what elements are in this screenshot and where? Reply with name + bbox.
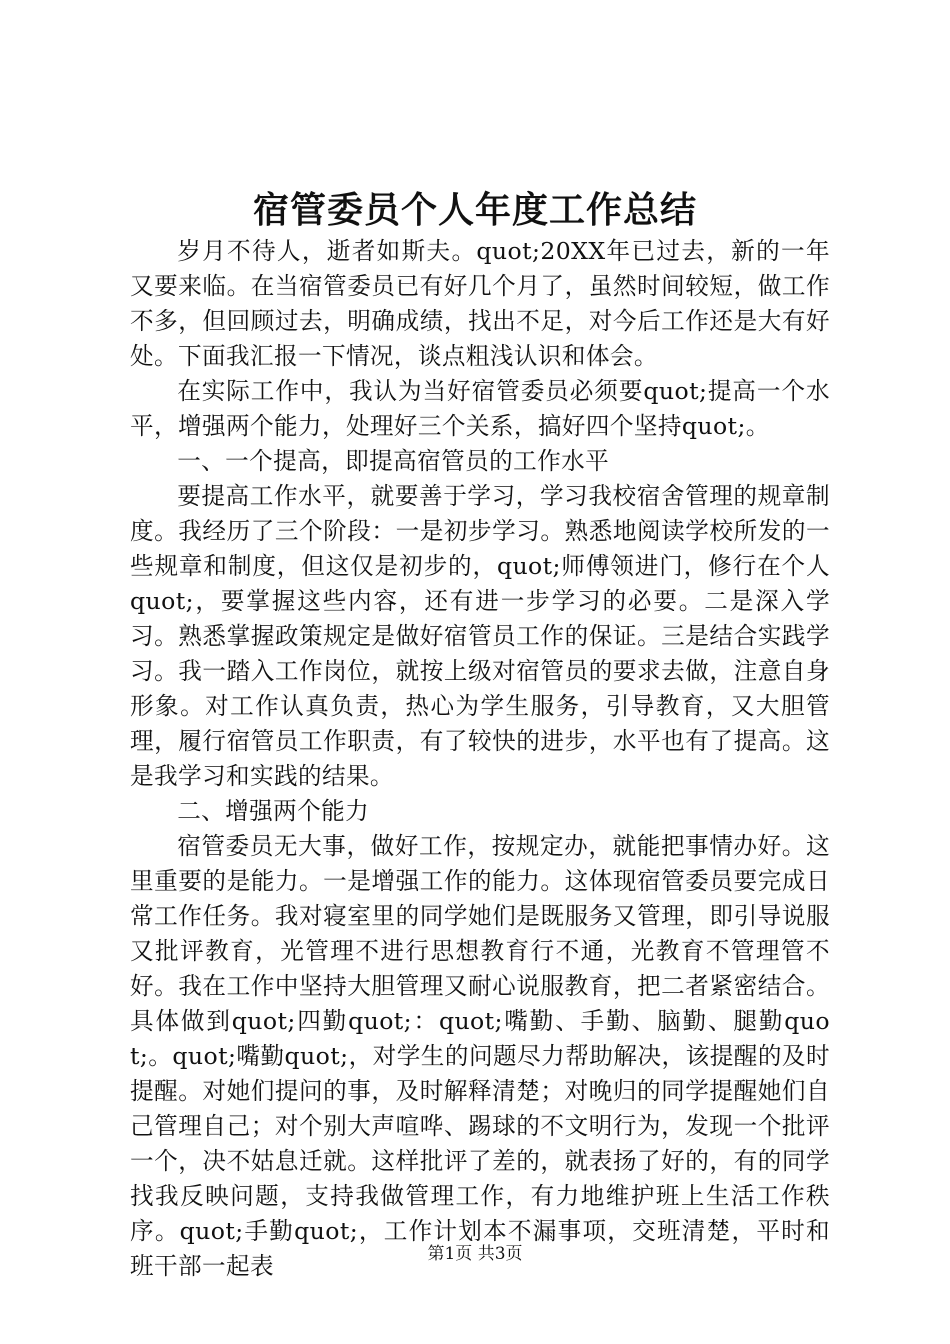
section-heading-2: 二、增强两个能力 <box>177 797 370 825</box>
paragraph-section-2: 宿管委员无大事，做好工作，按规定办，就能把事情办好。这里重要的是能力。一是增强工作的能力。这体现宿管委员要完成日常工作任务。我对寝室里的同学她们是既服务又管理，即引导说服又批评教育，光管理不进行思想教育行不通，光教育不管理管不好。我在工作中坚持大胆管理又耐心说服教育，把二者紧密结合。具体做到quot;四勤quot;：quot;嘴勤、手勤、脑勤、腿勤quot;。quot;嘴勤quot;，对学生的问题尽力帮助解决，该提醒的及时提醒。对她们提问的事，及时解释清楚；对晚归的同学提醒她们自己管理自己；对个别大声喧哗、踢球的不文明行为，发现一个批评一个，决不姑息迁就。这样批评了差的，就表扬了好的，有的同学找我反映问题，支持我做管理工作，有力地维护班上生活工作秩序。quot;手勤quot;，工作计划本不漏事项，交班清楚，平时和班干部一起表 <box>130 832 830 1280</box>
paragraph-overview: 在实际工作中，我认为当好宿管委员必须要quot;提高一个水平，增强两个能力，处理好三个关系，搞好四个坚持quot;。 <box>130 377 830 440</box>
document-body <box>130 234 830 1284</box>
page-footer: 第1页 共3页 <box>427 1244 523 1264</box>
paragraph-intro: 岁月不待人，逝者如斯夫。quot;20XX年已过去，新的一年又要来临。在当宿管委员已有好几个月了，虽然时间较短，做工作不多，但回顾过去，明确成绩，找出不足，对今后工作还是大有好处。下面我汇报一下情况，谈点粗浅认识和体会。 <box>130 237 830 370</box>
document-title: 宿管委员个人年度工作总结 <box>252 189 697 231</box>
section-heading-1: 一、一个提高，即提高宿管员的工作水平 <box>177 447 610 475</box>
paragraph-section-1: 要提高工作水平，就要善于学习，学习我校宿舍管理的规章制度。我经历了三个阶段：一是初步学习。熟悉地阅读学校所发的一些规章和制度，但这仅是初步的，quot;师傅领进门，修行在个人quot;，要掌握这些内容，还有进一步学习的必要。二是深入学习。熟悉掌握政策规定是做好宿管员工作的保证。三是结合实践学习。我一踏入工作岗位，就按上级对宿管员的要求去做，注意自身形象。对工作认真负责，热心为学生服务，引导教育，又大胆管理，履行宿管员工作职责，有了较快的进步，水平也有了提高。这是我学习和实践的结果。 <box>130 482 830 790</box>
